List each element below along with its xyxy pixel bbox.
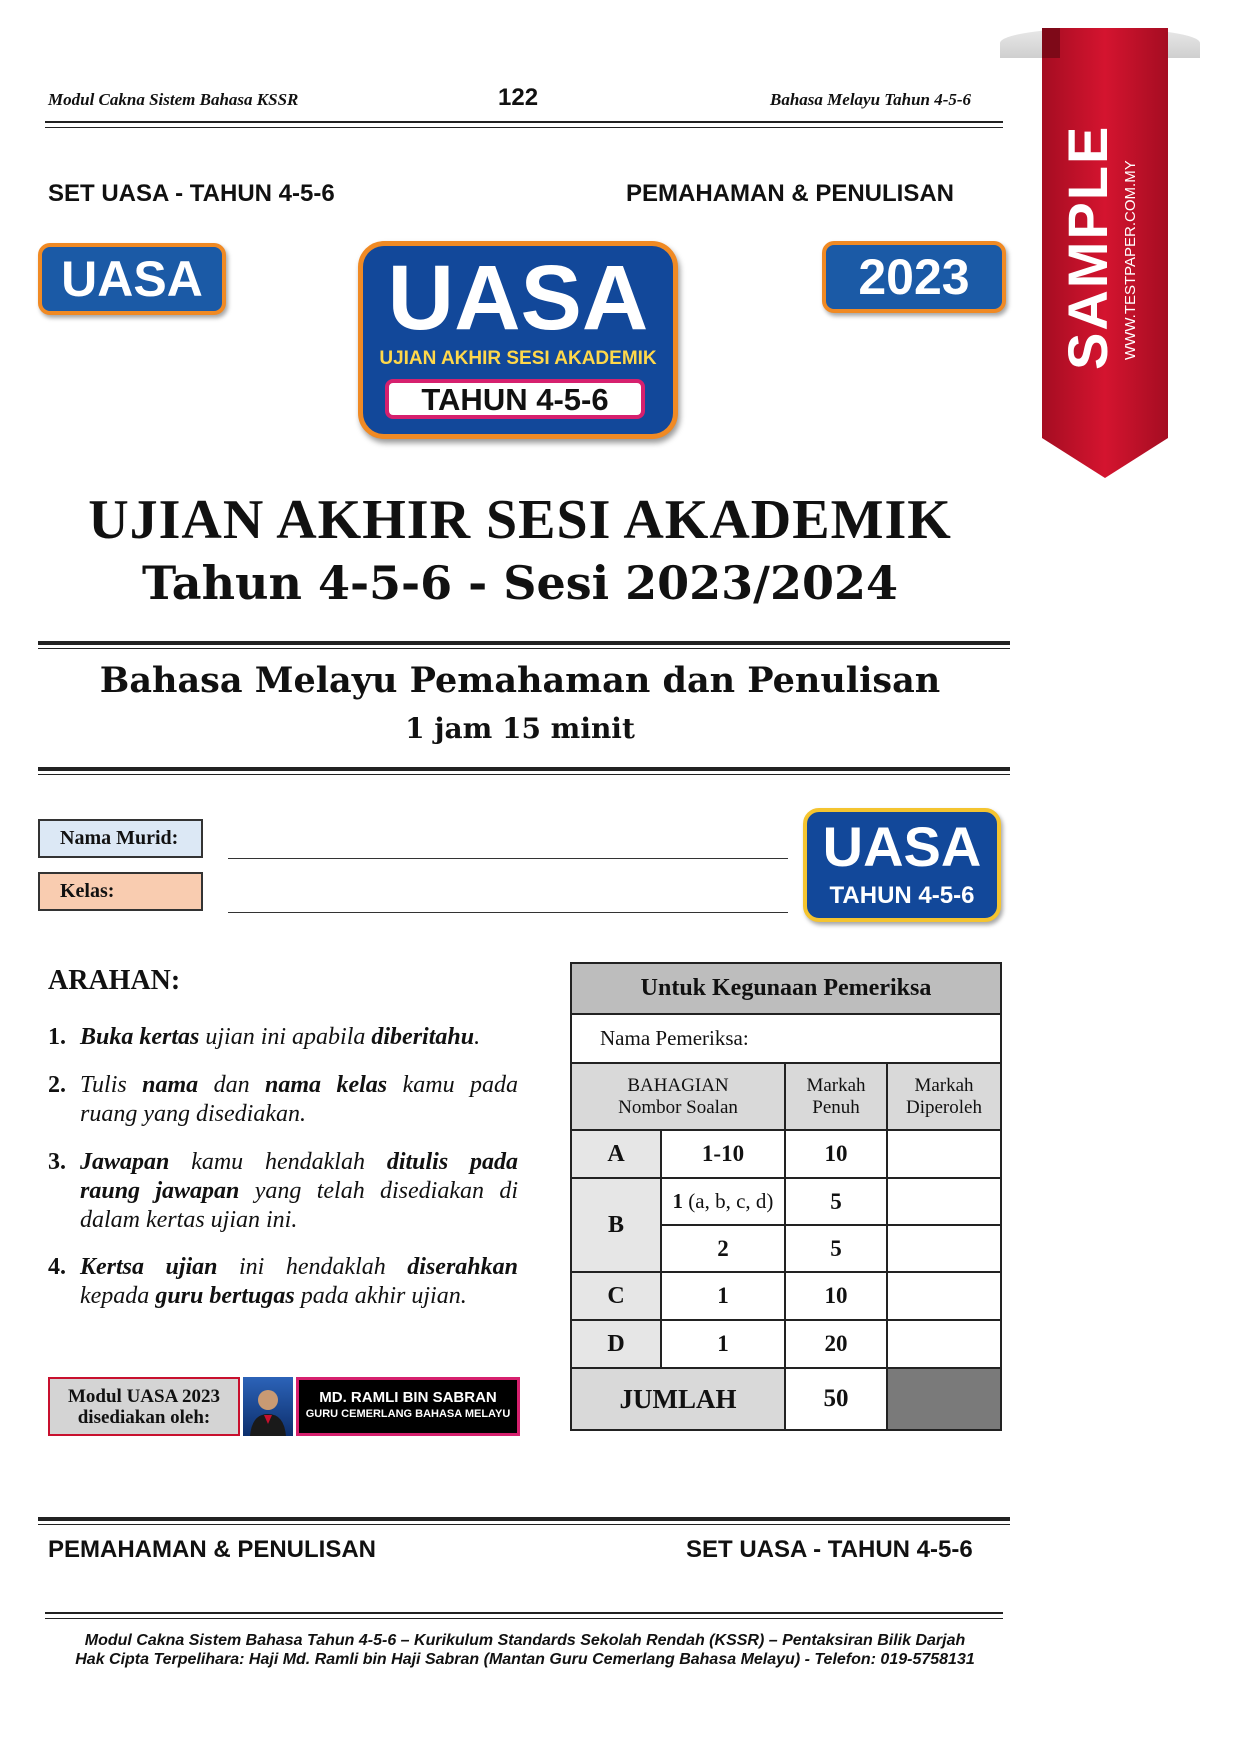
ribbon-url-text: WWW.TESTPAPER.COM.MY bbox=[1122, 160, 1139, 360]
obtained-cell[interactable] bbox=[887, 1320, 1001, 1368]
marks-cell: 20 bbox=[785, 1320, 887, 1368]
duration: 1 jam 15 minit bbox=[405, 712, 635, 745]
instruction-number: 2. bbox=[48, 1072, 66, 1098]
table-title: Untuk Kegunaan Pemeriksa bbox=[571, 963, 1001, 1014]
instruction-number: 4. bbox=[48, 1254, 66, 1280]
subject-rule-thin bbox=[38, 774, 1010, 775]
bottom-rule-thin bbox=[38, 1524, 1010, 1525]
section-cell: D bbox=[571, 1320, 661, 1368]
question-cell bbox=[661, 1178, 785, 1225]
examiner-table bbox=[570, 962, 1002, 1431]
ribbon-sample-text: SAMPLE bbox=[1056, 124, 1119, 370]
credit-label-line2: disediakan oleh: bbox=[77, 1407, 211, 1428]
logo-sub-text: UJIAN AKHIR SESI AKADEMIK bbox=[379, 348, 657, 369]
author-role: GURU CEMERLANG BAHASA MELAYU bbox=[305, 1408, 511, 1420]
author-name: MD. RAMLI BIN SABRAN bbox=[319, 1389, 497, 1406]
col-section-line2: Nombor Soalan bbox=[618, 1096, 738, 1118]
person-icon bbox=[246, 1384, 290, 1436]
section-cell: B bbox=[571, 1178, 661, 1272]
obtained-cell[interactable] bbox=[887, 1272, 1001, 1320]
marks-cell: 5 bbox=[785, 1225, 887, 1272]
marks-cell: 10 bbox=[785, 1272, 887, 1320]
instruction-3: 3. Jawapan kamu hendaklah ditulis pada raung jawapan yang telah disediakan di dalam kertas ujian ini. bbox=[48, 1149, 518, 1233]
class-label: Kelas: bbox=[38, 872, 203, 911]
question-cell: 1-10 bbox=[661, 1130, 785, 1178]
examiner-name-label: Nama Pemeriksa: bbox=[600, 1026, 749, 1050]
title-line1: UJIAN AKHIR SESI AKADEMIK bbox=[88, 489, 952, 551]
col-section-line1: BAHAGIAN bbox=[627, 1074, 729, 1096]
name-input-line[interactable] bbox=[228, 858, 788, 859]
examiner-name-cell[interactable] bbox=[571, 1014, 1001, 1063]
col-full-line1: Markah bbox=[806, 1074, 866, 1096]
col-header-section bbox=[571, 1063, 785, 1130]
instruction-1: 1. Buka kertas ujian ini apabila diberitahu. bbox=[48, 1024, 481, 1050]
set-label: SET UASA - TAHUN 4-5-6 bbox=[48, 180, 335, 207]
logo-main-text: UASA bbox=[387, 247, 649, 349]
bottom-right-label: SET UASA - TAHUN 4-5-6 bbox=[686, 1536, 973, 1563]
credit-label bbox=[48, 1377, 240, 1436]
question-number: 1 bbox=[672, 1189, 684, 1213]
footer-rule bbox=[45, 1612, 1003, 1614]
col-header-full bbox=[785, 1063, 887, 1130]
header-left: Modul Cakna Sistem Bahasa KSSR bbox=[48, 90, 299, 109]
year-badge: 2023 bbox=[822, 241, 1006, 313]
subject-title: Bahasa Melayu Pemahaman dan Penulisan bbox=[99, 660, 941, 701]
instruction-number: 3. bbox=[48, 1149, 66, 1175]
title-line2: Tahun 4-5-6 - Sesi 2023/2024 bbox=[141, 556, 899, 610]
footer-line1: Modul Cakna Sistem Bahasa Tahun 4-5-6 – Kurikulum Standards Sekolah Rendah (KSSR) – Pentaksiran Bilik Darjah bbox=[84, 1632, 966, 1649]
obtained-cell[interactable] bbox=[887, 1225, 1001, 1272]
footer-rule-thin bbox=[45, 1618, 1003, 1619]
page-number: 122 bbox=[498, 84, 539, 111]
question-cell: 1 bbox=[661, 1272, 785, 1320]
title-rule bbox=[38, 641, 1010, 645]
bottom-rule bbox=[38, 1517, 1010, 1521]
total-label: JUMLAH bbox=[571, 1368, 785, 1430]
col-header-obtained bbox=[887, 1063, 1001, 1130]
table-row bbox=[571, 1178, 1001, 1225]
table-row bbox=[571, 1130, 1001, 1178]
small-badge-sub: TAHUN 4-5-6 bbox=[829, 882, 975, 909]
question-cell: 1 bbox=[661, 1320, 785, 1368]
total-row bbox=[571, 1368, 1001, 1430]
uasa-small-badge bbox=[803, 808, 1001, 922]
table-row bbox=[571, 1320, 1001, 1368]
instruction-4: 4. Kertsa ujian ini hendaklah diserahkan kepada guru bertugas pada akhir ujian. bbox=[48, 1254, 518, 1309]
instruction-number: 1. bbox=[48, 1024, 66, 1050]
bottom-left-label: PEMAHAMAN & PENULISAN bbox=[48, 1536, 377, 1563]
credit-label-line1: Modul UASA 2023 bbox=[67, 1386, 221, 1407]
class-input-line[interactable] bbox=[228, 912, 788, 913]
marks-cell: 5 bbox=[785, 1178, 887, 1225]
author-card bbox=[296, 1377, 520, 1436]
header-right: Bahasa Melayu Tahun 4-5-6 bbox=[770, 90, 972, 109]
question-sub: (a, b, c, d) bbox=[683, 1189, 774, 1213]
author-photo bbox=[243, 1377, 293, 1436]
title-rule-thin bbox=[38, 648, 1010, 649]
col-obtained-line2: Diperoleh bbox=[906, 1096, 982, 1118]
total-marks: 50 bbox=[785, 1368, 887, 1430]
footer-line2: Hak Cipta Terpelihara: Haji Md. Ramli bin Haji Sabran (Mantan Guru Cemerlang Bahasa Melayu) - Telefon: 019-5758131 bbox=[75, 1651, 975, 1668]
header-rule bbox=[45, 121, 1003, 123]
total-obtained-cell bbox=[887, 1368, 1001, 1430]
col-full-line2: Penuh bbox=[812, 1096, 860, 1118]
section-cell: C bbox=[571, 1272, 661, 1320]
instruction-2: 2. Tulis nama dan nama kelas kamu pada ruang yang disediakan. bbox=[48, 1072, 519, 1127]
name-label: Nama Murid: bbox=[38, 819, 203, 858]
header-rule-thin bbox=[45, 127, 1003, 128]
subject-rule bbox=[38, 767, 1010, 771]
uasa-logo bbox=[358, 241, 678, 439]
uasa-badge: UASA bbox=[38, 243, 226, 315]
question-cell: 2 bbox=[661, 1225, 785, 1272]
table-row bbox=[571, 1272, 1001, 1320]
arahan-title: ARAHAN: bbox=[48, 965, 181, 996]
small-badge-main: UASA bbox=[822, 815, 982, 878]
obtained-cell[interactable] bbox=[887, 1130, 1001, 1178]
col-obtained-line1: Markah bbox=[914, 1074, 974, 1096]
logo-year-text: TAHUN 4-5-6 bbox=[385, 379, 645, 419]
section-cell: A bbox=[571, 1130, 661, 1178]
obtained-cell[interactable] bbox=[887, 1178, 1001, 1225]
marks-cell: 10 bbox=[785, 1130, 887, 1178]
section-label: PEMAHAMAN & PENULISAN bbox=[626, 180, 955, 207]
